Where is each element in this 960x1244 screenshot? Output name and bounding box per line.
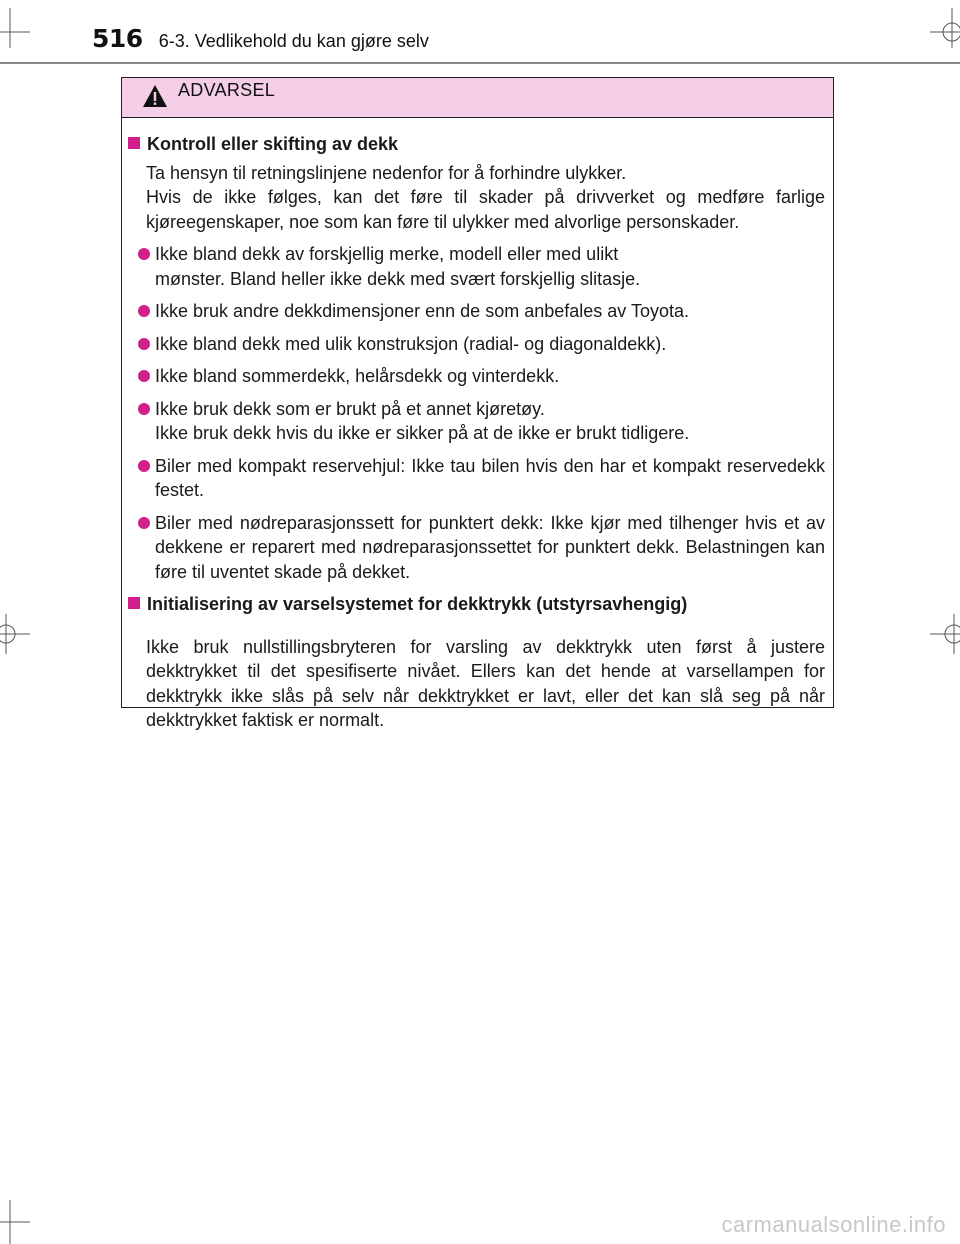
list-item [138, 332, 825, 357]
section-tire-check [128, 132, 825, 584]
crop-mark-mid-right [930, 614, 960, 654]
item-line: Biler med kompakt reservehjul: Ikke tau bilen hvis den har et kompakt reservedekk festet. [155, 455, 825, 500]
crop-mark-bottom-left [0, 1200, 30, 1244]
list-item [138, 364, 825, 389]
item-line: Ikke bland dekk med ulik konstruksjon (radial- og diagonaldekk). [155, 333, 667, 354]
round-bullet-icon [138, 248, 150, 260]
round-bullet-icon [138, 460, 150, 472]
section-tpms-init [128, 592, 825, 733]
warning-triangle-icon [142, 84, 168, 108]
guideline-list [128, 242, 825, 584]
item-line: Ikke bruk dekk hvis du ikke er sikker på at de ikke er brukt tidligere. [155, 423, 690, 443]
warning-content [122, 118, 833, 751]
round-bullet-icon [138, 305, 150, 317]
header-line [92, 24, 429, 60]
section-intro [146, 161, 825, 235]
warning-box [121, 77, 834, 730]
item-line: Ikke bruk andre dekkdimensjoner enn de som anbefales av Toyota. [155, 301, 689, 321]
section-body: Ikke bruk nullstillingsbryteren for varsling av dekktrykk uten først å justere dekktrykket til det spesifiserte nivået. Ellers kan det hende at varsellampen for dekktrykk ikke slås på selv når dekktrykket er lavt, eller det kan slå seg på når dekktrykket faktisk er normalt. [146, 636, 825, 730]
section-heading-text: Kontroll eller skifting av dekk [147, 134, 399, 154]
page-number: 516 [92, 24, 143, 53]
list-item [138, 454, 825, 503]
section-heading [128, 592, 825, 617]
round-bullet-icon [138, 403, 150, 415]
item-line: Biler med nødreparasjonssett for punktert dekk: Ikke kjør med tilhenger hvis et av dekkene er reparert med nødreparasjonssettet for punktert dekk. Belastningen kan føre til uventet skade på dekket. [155, 512, 825, 582]
section-heading-text: Initialisering av varselsystemet for dekktrykk (utstyrsavhengig) [147, 594, 688, 614]
list-item [138, 242, 825, 291]
square-bullet-icon [128, 597, 140, 609]
square-bullet-icon [128, 137, 140, 149]
section-title: 6-3. Vedlikehold du kan gjøre selv [158, 31, 429, 51]
watermark-logo[interactable]: carmanualsonline.info [721, 1212, 946, 1237]
item-line: Ikke bruk dekk som er brukt på et annet kjøretøy. [155, 398, 545, 419]
round-bullet-icon [138, 338, 150, 350]
list-item [138, 299, 825, 324]
section-heading [128, 132, 825, 157]
intro-line: Ta hensyn til retningslinjene nedenfor for å forhindre ulykker. [146, 162, 627, 183]
list-item [138, 397, 825, 446]
crop-mark-mid-left [0, 614, 30, 654]
header-rule [0, 62, 960, 64]
warning-header [122, 78, 833, 118]
item-line: Ikke bland dekk av forskjellig merke, modell eller med ulikt [155, 244, 619, 264]
crop-mark-top-right [930, 8, 960, 48]
warning-title: ADVARSEL [178, 80, 276, 100]
crop-mark-top-left [0, 8, 30, 48]
round-bullet-icon [138, 517, 150, 529]
intro-line: Hvis de ikke følges, kan det føre til skader på drivverket og medføre farlige kjøreegenskaper, noe som kan føre til ulykker med alvorlige personskader. [146, 187, 825, 232]
item-line: mønster. Bland heller ikke dekk med svært forskjellig slitasje. [155, 268, 641, 289]
list-item [138, 511, 825, 585]
round-bullet-icon [138, 370, 150, 382]
item-line: Ikke bland sommerdekk, helårsdekk og vinterdekk. [155, 366, 560, 386]
